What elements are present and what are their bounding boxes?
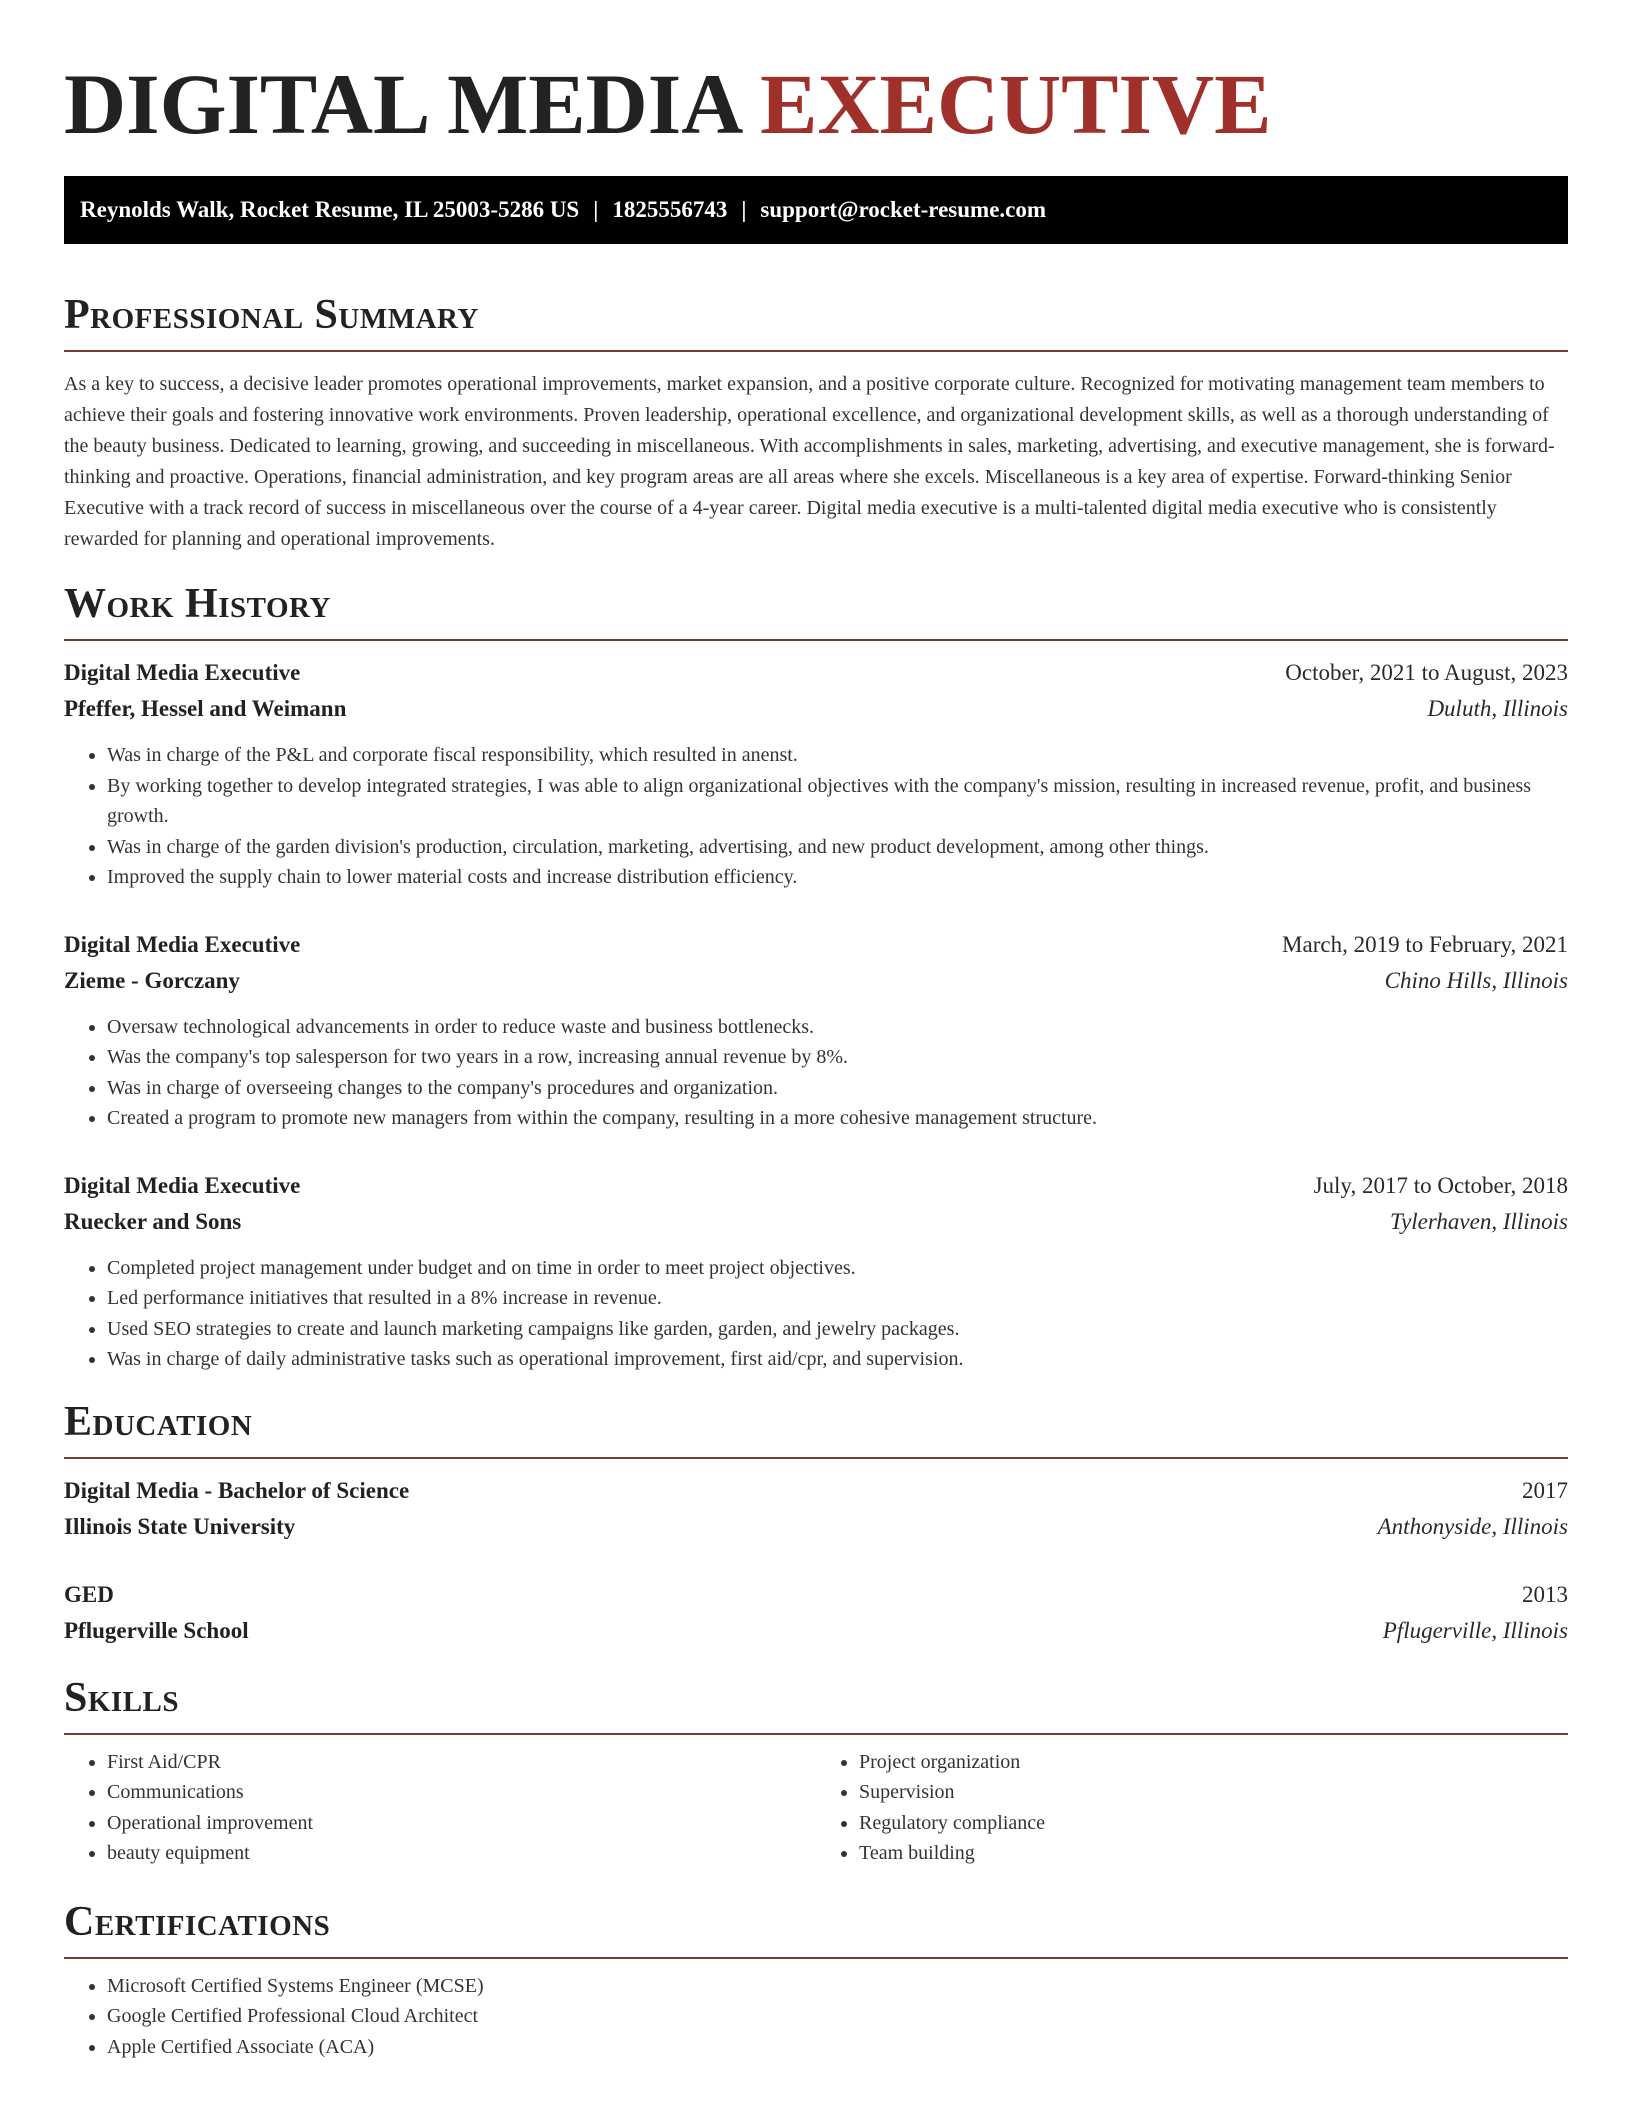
job-company-row bbox=[64, 691, 1568, 727]
job-location: Duluth, Illinois bbox=[1427, 696, 1568, 721]
list-item: • Used SEO strategies to create and launch marketing campaigns like garden, garden, and jewelry packages. bbox=[107, 1314, 1568, 1345]
skills-section bbox=[64, 1671, 1568, 1869]
skills-grid bbox=[64, 1735, 1568, 1869]
list-item: • Project organization bbox=[859, 1747, 1568, 1778]
job-entry bbox=[64, 927, 1568, 1134]
list-item: • Supervision bbox=[859, 1777, 1568, 1808]
education-location: Anthonyside, Illinois bbox=[1377, 1513, 1568, 1539]
job-dates: July, 2017 to October, 2018 bbox=[1313, 1172, 1568, 1198]
section-heading: Professional Summary bbox=[64, 292, 479, 338]
list-item: • Communications bbox=[107, 1777, 816, 1808]
section-heading: Education bbox=[64, 1398, 253, 1445]
list-item: • Improved the supply chain to lower material costs and increase distribution efficiency. bbox=[107, 862, 1568, 893]
list-item: • Operational improvement bbox=[107, 1808, 816, 1839]
job-company: Ruecker and Sons bbox=[64, 1208, 242, 1234]
list-item: • Created a program to promote new managers from within the company, resulting in a more cohesive management structure. bbox=[107, 1103, 1568, 1134]
job-dates: March, 2019 to February, 2021 bbox=[1282, 931, 1568, 957]
list-item: • Led performance initiatives that resulted in a 8% increase in revenue. bbox=[107, 1283, 1568, 1314]
list-item: • Apple Certified Associate (ACA) bbox=[107, 2032, 1568, 2063]
list-item: • Was in charge of overseeing changes to the company's procedures and organization. bbox=[107, 1073, 1568, 1104]
job-entry bbox=[64, 1168, 1568, 1375]
summary-text: As a key to success, a decisive leader promotes operational improvements, market expansion, and a positive corporate culture. Recognized for motivating management team members to achieve their goals and fostering innovative work environments. Proven leadership, operational excellence, and organizational development skills, as well as a thorough understanding of the beauty business. Dedicated to learning, growing, and succeeding in miscellaneous. With accomplishments in sales, marketing, advertising, and executive management, she is forward-thinking and proactive. Operations, financial administration, and key program areas are all areas where she excels. Miscellaneous is a key area of expertise. Forward-thinking Senior Executive with a track record of success in miscellaneous over the course of a 4-year career. Digital media executive is a multi-talented digital media executive who is consistently rewarded for planning and operational improvements. bbox=[64, 373, 1555, 550]
section-heading: Skills bbox=[64, 1674, 180, 1721]
education-school-row bbox=[64, 1509, 1568, 1545]
list-item: • Regulatory compliance bbox=[859, 1808, 1568, 1839]
list-item: • Oversaw technological advancements in order to reduce waste and business bottlenecks. bbox=[107, 1012, 1568, 1043]
list-item: • Microsoft Certified Systems Engineer (MCSE) bbox=[107, 1971, 1568, 2002]
contact-address: Reynolds Walk, Rocket Resume, IL 25003-5286 US bbox=[80, 197, 580, 222]
summary-section bbox=[64, 288, 1568, 555]
work-history-section bbox=[64, 577, 1568, 1375]
section-heading: Certifications bbox=[64, 1898, 331, 1945]
contact-phone: 1825556743 bbox=[612, 197, 728, 222]
job-header-row bbox=[64, 927, 1568, 963]
job-bullets bbox=[64, 740, 1568, 893]
job-location: Tylerhaven, Illinois bbox=[1389, 1208, 1568, 1234]
job-title: Digital Media Executive bbox=[64, 931, 301, 957]
education-location: Pflugerville, Illinois bbox=[1382, 1617, 1568, 1643]
title-accent: EXECUTIVE bbox=[760, 56, 1272, 152]
job-bullets bbox=[64, 1253, 1568, 1375]
education-entry bbox=[64, 1577, 1568, 1649]
list-item: • Was in charge of the garden division's production, circulation, marketing, advertising, and new product development, among other things. bbox=[107, 832, 1568, 863]
education-year: 2017 bbox=[1522, 1477, 1568, 1503]
education-entry bbox=[64, 1473, 1568, 1545]
job-company: Pfeffer, Hessel and Weimann bbox=[64, 696, 347, 721]
education-year: 2013 bbox=[1522, 1581, 1568, 1607]
education-header-row bbox=[64, 1577, 1568, 1613]
skills-list-right bbox=[816, 1747, 1568, 1869]
section-divider bbox=[64, 1957, 1568, 1959]
list-item: • By working together to develop integrated strategies, I was able to align organizational objectives with the company's mission, resulting in increased revenue, profit, and business growth. bbox=[107, 771, 1568, 832]
contact-separator: | bbox=[741, 197, 747, 222]
list-item: • First Aid/CPR bbox=[107, 1747, 816, 1778]
list-item: • Google Certified Professional Cloud Architect bbox=[107, 2001, 1568, 2032]
list-item: • Was in charge of daily administrative tasks such as operational improvement, first aid/cpr, and supervision. bbox=[107, 1344, 1568, 1375]
education-school-row bbox=[64, 1613, 1568, 1649]
education-school: Illinois State University bbox=[64, 1513, 296, 1539]
list-item: • Completed project management under budget and on time in order to meet project objectives. bbox=[107, 1253, 1568, 1284]
certifications-section bbox=[64, 1895, 1568, 2063]
contact-separator: | bbox=[593, 197, 599, 222]
job-location: Chino Hills, Illinois bbox=[1384, 967, 1568, 993]
education-degree: Digital Media - Bachelor of Science bbox=[64, 1477, 410, 1503]
job-dates: October, 2021 to August, 2023 bbox=[1285, 660, 1568, 685]
contact-bar bbox=[64, 176, 1568, 244]
list-item: • Was in charge of the P&L and corporate fiscal responsibility, which resulted in anenst. bbox=[107, 740, 1568, 771]
job-title: Digital Media Executive bbox=[64, 660, 301, 685]
section-heading: Work History bbox=[64, 581, 331, 627]
title-primary: DIGITAL MEDIA bbox=[64, 56, 739, 152]
job-header-row bbox=[64, 1168, 1568, 1204]
education-degree: GED bbox=[64, 1581, 114, 1607]
skills-list-left bbox=[64, 1747, 816, 1869]
job-bullets bbox=[64, 1012, 1568, 1134]
resume-title bbox=[64, 54, 1568, 154]
education-header-row bbox=[64, 1473, 1568, 1509]
contact-email: support@rocket-resume.com bbox=[760, 197, 1047, 222]
job-company-row bbox=[64, 1204, 1568, 1240]
job-title: Digital Media Executive bbox=[64, 1172, 301, 1198]
certifications-list bbox=[64, 1971, 1568, 2063]
section-divider bbox=[64, 639, 1568, 641]
job-header-row bbox=[64, 655, 1568, 691]
section-divider bbox=[64, 1457, 1568, 1459]
list-item: • Team building bbox=[859, 1838, 1568, 1869]
list-item: • Was the company's top salesperson for two years in a row, increasing annual revenue by 8%. bbox=[107, 1042, 1568, 1073]
list-item: • beauty equipment bbox=[107, 1838, 816, 1869]
education-section bbox=[64, 1395, 1568, 1649]
job-company: Zieme - Gorczany bbox=[64, 967, 240, 993]
section-divider bbox=[64, 350, 1568, 352]
job-entry bbox=[64, 655, 1568, 893]
job-company-row bbox=[64, 963, 1568, 999]
education-school: Pflugerville School bbox=[64, 1617, 249, 1643]
